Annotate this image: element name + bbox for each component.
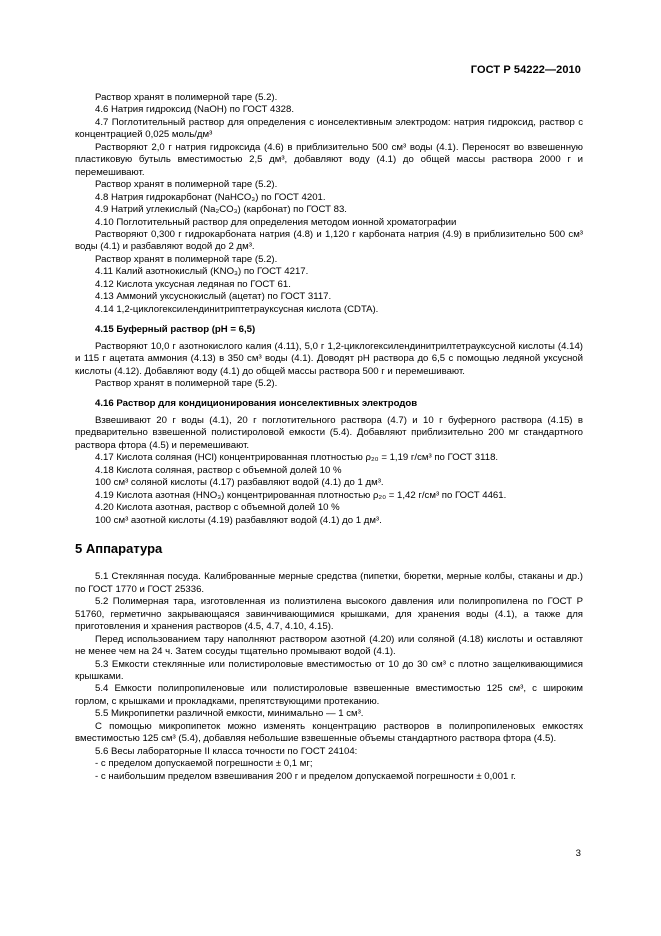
paragraph: 4.8 Натрия гидрокарбонат (NaHCO₃) по ГОСТ 4201.	[95, 191, 326, 203]
paragraph: 4.6 Натрия гидроксид (NaOH) по ГОСТ 4328.	[95, 104, 295, 116]
page-number: 3	[575, 848, 581, 859]
paragraph: Раствор хранят в полимерной таре (5.2).	[95, 377, 278, 389]
paragraph: - с наибольшим пределом взвешивания 200 г и пределом допускаемой погрешности ± 0,001 г.	[95, 770, 516, 782]
paragraph: С помощью микропипеток можно изменять концентрацию растворов в полипропиленовых емкостях вместимостью 125 см³ (5.4), добавляя небольшие взвешенные объемы стандартного раствора фтора (4.5).	[75, 720, 583, 745]
paragraph: 5.2 Полимерная тара, изготовленная из полиэтилена высокого давления или полипропилена по ГОСТ Р 51760, герметично закрывающаяся завинчивающимися крышками, для хранения воды (4.1), а также для приготовления и хранения растворов (4.5, 4.7, 4.10, 4.15).	[75, 596, 583, 633]
paragraph: Растворяют 2,0 г натрия гидроксида (4.6) в приблизительно 500 см³ воды (4.1). Переносят во взвешенную пластиковую бутыль вместимостью 2,5 дм³, добавляют воду (4.1) до общей массы раствора 2000 г и перемешивают.	[75, 141, 583, 178]
page-header: ГОСТ Р 54222—2010	[470, 64, 581, 76]
paragraph: 4.14 1,2-циклогексилендинитриптетрауксусная кислота (CDTA).	[95, 303, 379, 315]
paragraph: Взвешивают 20 г воды (4.1), 20 г поглотительного раствора (4.7) и 10 г буферного раствора (4.15) в предварительно взвешенной полистироловой емкости (5.4). Добавляют приблизительно 200 мг стандартного раствора фтора (4.5) и перемешивают.	[75, 414, 583, 451]
paragraph: 4.20 Кислота азотная, раствор с объемной долей 10 %	[95, 502, 340, 514]
paragraph: Растворяют 10,0 г азотнокислого калия (4.11), 5,0 г 1,2-циклогексилендинитрилтетрауксусной кислоты (4.14) и 115 г ацетата аммония (4.13) в 350 см³ воды (4.1). Доводят рН раствора до 6,5 с помощью ледяной уксусной кислоты (4.12). Добавляют воду (4.1) до общей массы раствора 500 г и перемешивают.	[75, 340, 583, 377]
paragraph: 4.11 Калий азотнокислый (KNO₃) по ГОСТ 4217.	[95, 266, 309, 278]
paragraph: 5.5 Микропипетки различной емкости, минимально — 1 см³.	[95, 708, 364, 720]
paragraph: 5.6 Весы лабораторные II класса точности по ГОСТ 24104:	[95, 745, 358, 757]
paragraph: 4.9 Натрий углекислый (Na₂CO₃) (карбонат) по ГОСТ 83.	[95, 204, 347, 216]
section-heading: 5 Аппаратура	[75, 540, 163, 556]
paragraph: 100 см³ азотной кислоты (4.19) разбавляют водой (4.1) до 1 дм³.	[95, 514, 382, 526]
paragraph: 4.12 Кислота уксусная ледяная по ГОСТ 61.	[95, 278, 291, 290]
paragraph: 4.18 Кислота соляная, раствор с объемной долей 10 %	[95, 464, 342, 476]
paragraph: - с пределом допускаемой погрешности ± 0,1 мг;	[95, 758, 313, 770]
paragraph: 4.13 Аммоний уксуснокислый (ацетат) по ГОСТ 3117.	[95, 291, 332, 303]
paragraph: 4.10 Поглотительный раствор для определения методом ионной хроматографии	[95, 216, 457, 228]
paragraph: Раствор хранят в полимерной таре (5.2).	[95, 179, 278, 191]
paragraph: 5.3 Емкости стеклянные или полистироловые вместимостью от 10 до 30 см³ с плотно защелкивающимися крышками.	[75, 658, 583, 683]
paragraph: 4.7 Поглотительный раствор для определения с ионселективным электродом: натрия гидроксид, раствор с концентрацией 0,025 моль/дм³	[75, 116, 583, 141]
subsection-heading: 4.15 Буферный раствор (рН = 6,5)	[95, 324, 256, 336]
paragraph: 4.19 Кислота азотная (HNO₃) концентрированная плотностью ρ₂₀ = 1,42 г/см³ по ГОСТ 4461.	[95, 489, 507, 501]
paragraph: Раствор хранят в полимерной таре (5.2).	[95, 253, 278, 265]
paragraph: 5.4 Емкости полипропиленовые или полистироловые взвешенные вместимостью 125 см³, с широким горлом, с крышками и прокладками, препятствующими протеканию.	[75, 683, 583, 707]
subsection-heading: 4.16 Раствор для кондиционирования ионселективных электродов	[95, 398, 418, 410]
paragraph: Раствор хранят в полимерной таре (5.2).	[95, 92, 278, 103]
document-body	[75, 92, 583, 783]
paragraph: 5.1 Стеклянная посуда. Калиброванные мерные средства (пипетки, бюретки, мерные колбы, стаканы и др.) по ГОСТ 1770 и ГОСТ 25336.	[75, 571, 583, 595]
paragraph: Растворяют 0,300 г гидрокарбоната натрия (4.8) и 1,120 г карбоната натрия (4.9) в приблизительно 500 см³ воды (4.1) и разбавляют водой до 2 дм³.	[75, 228, 583, 253]
paragraph: 100 см³ соляной кислоты (4.17) разбавляют водой (4.1) до 1 дм³.	[95, 477, 384, 489]
paragraph: 4.17 Кислота соляная (HCl) концентрированная плотностью ρ₂₀ = 1,19 г/см³ по ГОСТ 3118.	[95, 452, 499, 464]
paragraph: Перед использованием тару наполняют раствором азотной (4.20) или соляной (4.18) кислоты и оставляют не менее чем на 24 ч. Затем сосуды тщательно промывают водой (4.1).	[75, 633, 583, 658]
